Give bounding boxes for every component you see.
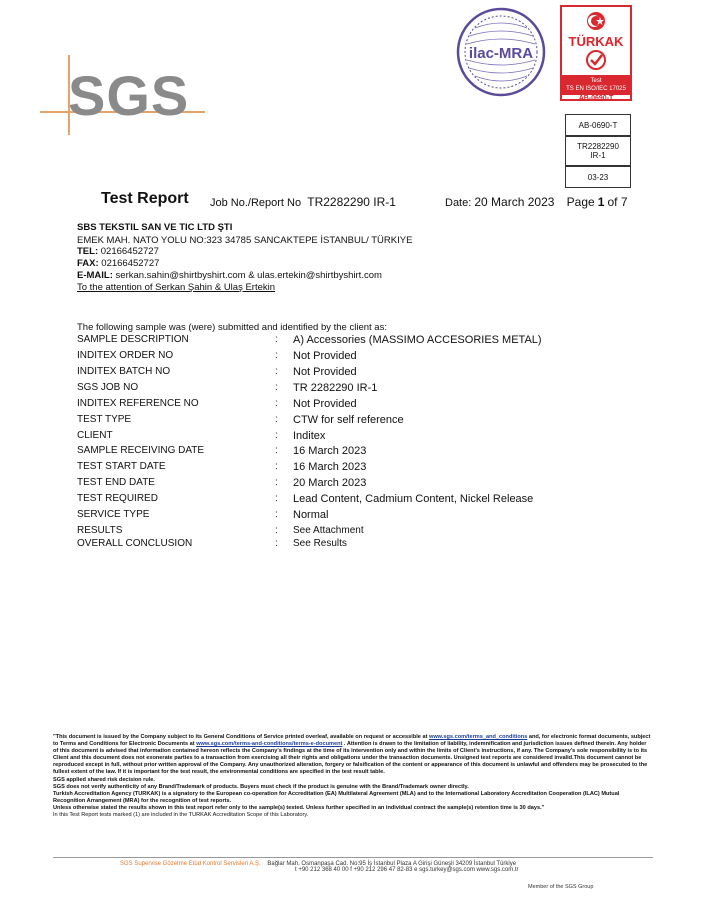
email-value[interactable]: serkan.sahin@shirtbyshirt.com & ulas.ertekin@shirtbyshirt.com xyxy=(115,270,382,281)
info-row xyxy=(77,398,637,412)
footer-terms-c: . Attention is drawn to the limitation of liability, indemnification and jurisdiction issues defined therein. Any holder of this document is advised that information contained hereon reflects the Company's findings at the time of its intervention only and within the limits of Client's instructions, if any. The Company's sole responsibility is to its Client and this document does not exonerate parties to a transaction from exercising all their rights and obligations under the transaction documents. Unsigned test reports are considered invalid.This document cannot be reproduced except in full, without prior written approval of the Company. Any unauthorized alteration, forgery or falsification of the content or appearance of this document is unlawful and offenders may be prosecuted to the fullest extent of the law. If it is important for the test result, the environmental conditions are specified in the test result table. xyxy=(53,741,648,776)
info-colon: : xyxy=(275,538,278,549)
info-label: INDITEX BATCH NO xyxy=(77,366,171,377)
ilac-mra-text: ilac-MRA xyxy=(468,45,534,62)
ilac-mra-seal xyxy=(455,6,547,98)
info-row xyxy=(77,461,637,475)
info-label: TEST REQUIRED xyxy=(77,493,158,504)
info-label: INDITEX ORDER NO xyxy=(77,350,174,361)
info-value: A) Accessories (MASSIMO ACCESORIES METAL) xyxy=(293,334,542,346)
info-label: SGS JOB NO xyxy=(77,382,139,393)
footer-company: SGS Supervise Gözetme Etüd Kontrol Servisleri A.Ş. xyxy=(120,861,261,867)
sgs-logo-text: SGS xyxy=(68,64,190,127)
info-label: SERVICE TYPE xyxy=(77,509,150,520)
legal-footer xyxy=(53,734,653,819)
info-label: SAMPLE RECEIVING DATE xyxy=(77,445,205,456)
date-label: Date: xyxy=(445,197,472,209)
info-row xyxy=(77,350,637,364)
report-title: Test Report xyxy=(101,190,189,207)
info-row xyxy=(77,366,637,380)
info-label: TEST END DATE xyxy=(77,477,155,488)
client-fax xyxy=(77,258,159,269)
info-value: Not Provided xyxy=(293,366,357,378)
info-value: Not Provided xyxy=(293,398,357,410)
footer-sample-note: Unless otherwise stated the results shown in this test report refer only to the sample(s) tested. Unless further specified in an individual contract the sample(s) retention time is 30 days." xyxy=(53,804,545,811)
job-value: TR2282290 IR-1 xyxy=(307,195,396,209)
info-value: Lead Content, Cadmium Content, Nickel Release xyxy=(293,493,534,505)
footer-address-block xyxy=(120,861,640,873)
info-value: 16 March 2023 xyxy=(293,461,367,473)
email-label: E-MAIL: xyxy=(77,270,113,281)
date-value: 20 March 2023 xyxy=(474,195,555,209)
info-colon: : xyxy=(275,414,278,425)
member-note: Member of the SGS Group xyxy=(528,884,594,890)
turkak-line1: Test xyxy=(590,78,602,84)
turkak-code: AB-0690-T xyxy=(578,95,614,102)
job-number xyxy=(210,195,396,209)
info-row xyxy=(77,334,637,348)
client-company: SBS TEKSTIL SAN VE TIC LTD ŞTI xyxy=(77,222,233,233)
sgs-logo xyxy=(40,55,210,125)
info-colon: : xyxy=(275,509,278,520)
info-value: Inditex xyxy=(293,430,326,442)
info-value: TR 2282290 IR-1 xyxy=(293,382,378,394)
info-colon: : xyxy=(275,382,278,393)
e-document-link[interactable]: www.sgs.com/terms-and-conditions/terms-e-document xyxy=(196,741,343,748)
info-value: Not Provided xyxy=(293,350,357,362)
intro-text: The following sample was (were) submitted and identified by the client as: xyxy=(77,322,387,333)
client-address: EMEK MAH. NATO YOLU NO:323 34785 SANCAKTEPE İSTANBUL/ TÜRKIYE xyxy=(77,235,413,246)
turkak-line2: TS EN ISO/IEC 17025 xyxy=(566,86,626,92)
client-tel xyxy=(77,246,159,257)
terms-link[interactable]: www.sgs.com/terms_and_conditions xyxy=(428,734,528,740)
footer-terms-b: and, for electronic format documents, subject to Terms and Conditions for Electronic Documents at xyxy=(53,734,651,748)
period-box: 03-23 xyxy=(565,166,631,188)
footer-scope-note: In this Test Report tests marked (1) are included in the TURKAK Accreditation Scope of this Laboratory. xyxy=(53,812,309,819)
info-colon: : xyxy=(275,366,278,377)
info-value: 16 March 2023 xyxy=(293,445,367,457)
footer-terms xyxy=(53,734,653,777)
footer-address: Bağlar Mah. Osmanpaşa Cad. No:95 İş İstanbul Plaza A Girişi Güneşli 34209 İstanbul Türkiye xyxy=(267,861,517,867)
info-row xyxy=(77,382,637,396)
page-number: 1 xyxy=(597,195,605,209)
footer-terms-a: "This document is issued by the Company subject to its General Conditions of Service printed overleaf, available on request or accessible at xyxy=(53,734,429,740)
info-label: RESULTS xyxy=(77,525,123,536)
fax-value: 02166452727 xyxy=(101,258,160,269)
info-colon: : xyxy=(275,430,278,441)
info-row xyxy=(77,414,637,428)
info-label: TEST START DATE xyxy=(77,461,166,472)
turkak-badge xyxy=(560,5,632,101)
info-row xyxy=(77,430,637,444)
info-row xyxy=(77,493,637,507)
accreditation-code-box: AB-0690-T xyxy=(565,114,631,136)
footer-brand-note: SGS does not verify authenticity of any Brand/Trademark of products. Buyers must check if the product is genuine with the Brand/Trademark owner directly. xyxy=(53,783,469,790)
fax-label: FAX: xyxy=(77,258,99,269)
info-label: SAMPLE DESCRIPTION xyxy=(77,334,189,345)
info-value: 20 March 2023 xyxy=(293,477,367,489)
info-label: TEST TYPE xyxy=(77,414,132,425)
info-colon: : xyxy=(275,350,278,361)
job-label: Job No./Report No xyxy=(210,197,302,209)
info-colon: : xyxy=(275,477,278,488)
info-colon: : xyxy=(275,398,278,409)
info-value: CTW for self reference xyxy=(293,414,404,426)
turkak-accreditation-bar xyxy=(562,75,630,95)
client-attention: To the attention of Serkan Şahin & Ulaş Ertekin xyxy=(77,282,276,293)
info-value: Normal xyxy=(293,509,329,521)
info-row xyxy=(77,538,637,552)
info-row xyxy=(77,509,637,523)
info-colon: : xyxy=(275,445,278,456)
footer-divider xyxy=(53,857,653,858)
info-label: INDITEX REFERENCE NO xyxy=(77,398,199,409)
client-email xyxy=(77,270,382,281)
info-colon: : xyxy=(275,334,278,345)
tel-label: TEL: xyxy=(77,246,99,257)
page-label: Page xyxy=(566,195,595,209)
info-value: See Attachment xyxy=(293,525,364,536)
footer-contact: t +90 212 368 40 00 f +90 212 296 47 82-83 e sgs.turkey@sgs.com www.sgs.com.tr xyxy=(295,867,519,873)
report-date xyxy=(445,195,628,209)
info-colon: : xyxy=(275,461,278,472)
tel-value: 02166452727 xyxy=(100,246,159,257)
report-number-box: TR2282290 IR-1 xyxy=(565,136,631,166)
info-row xyxy=(77,445,637,459)
info-colon: : xyxy=(275,493,278,504)
page-of: of 7 xyxy=(607,195,628,209)
info-row xyxy=(77,477,637,491)
info-value: See Results xyxy=(293,538,347,549)
turkak-name: TÜRKAK xyxy=(568,34,624,49)
footer-risk-rule: SGS applied shared risk decision rule. xyxy=(53,776,155,783)
info-colon: : xyxy=(275,525,278,536)
footer-turkak-note: Turkish Accreditation Agency (TURKAK) is a signatory to the European co-operation for Accreditation (EA) Multilateral Agreement (MLA) and to the International Laboratory Accreditation Cooperation (ILAC) Mutual Recognition Arrangement (MRA) for the recognition of test reports. xyxy=(53,790,620,804)
info-label: CLIENT xyxy=(77,430,113,441)
info-row xyxy=(77,525,637,539)
info-label: OVERALL CONCLUSION xyxy=(77,538,193,549)
